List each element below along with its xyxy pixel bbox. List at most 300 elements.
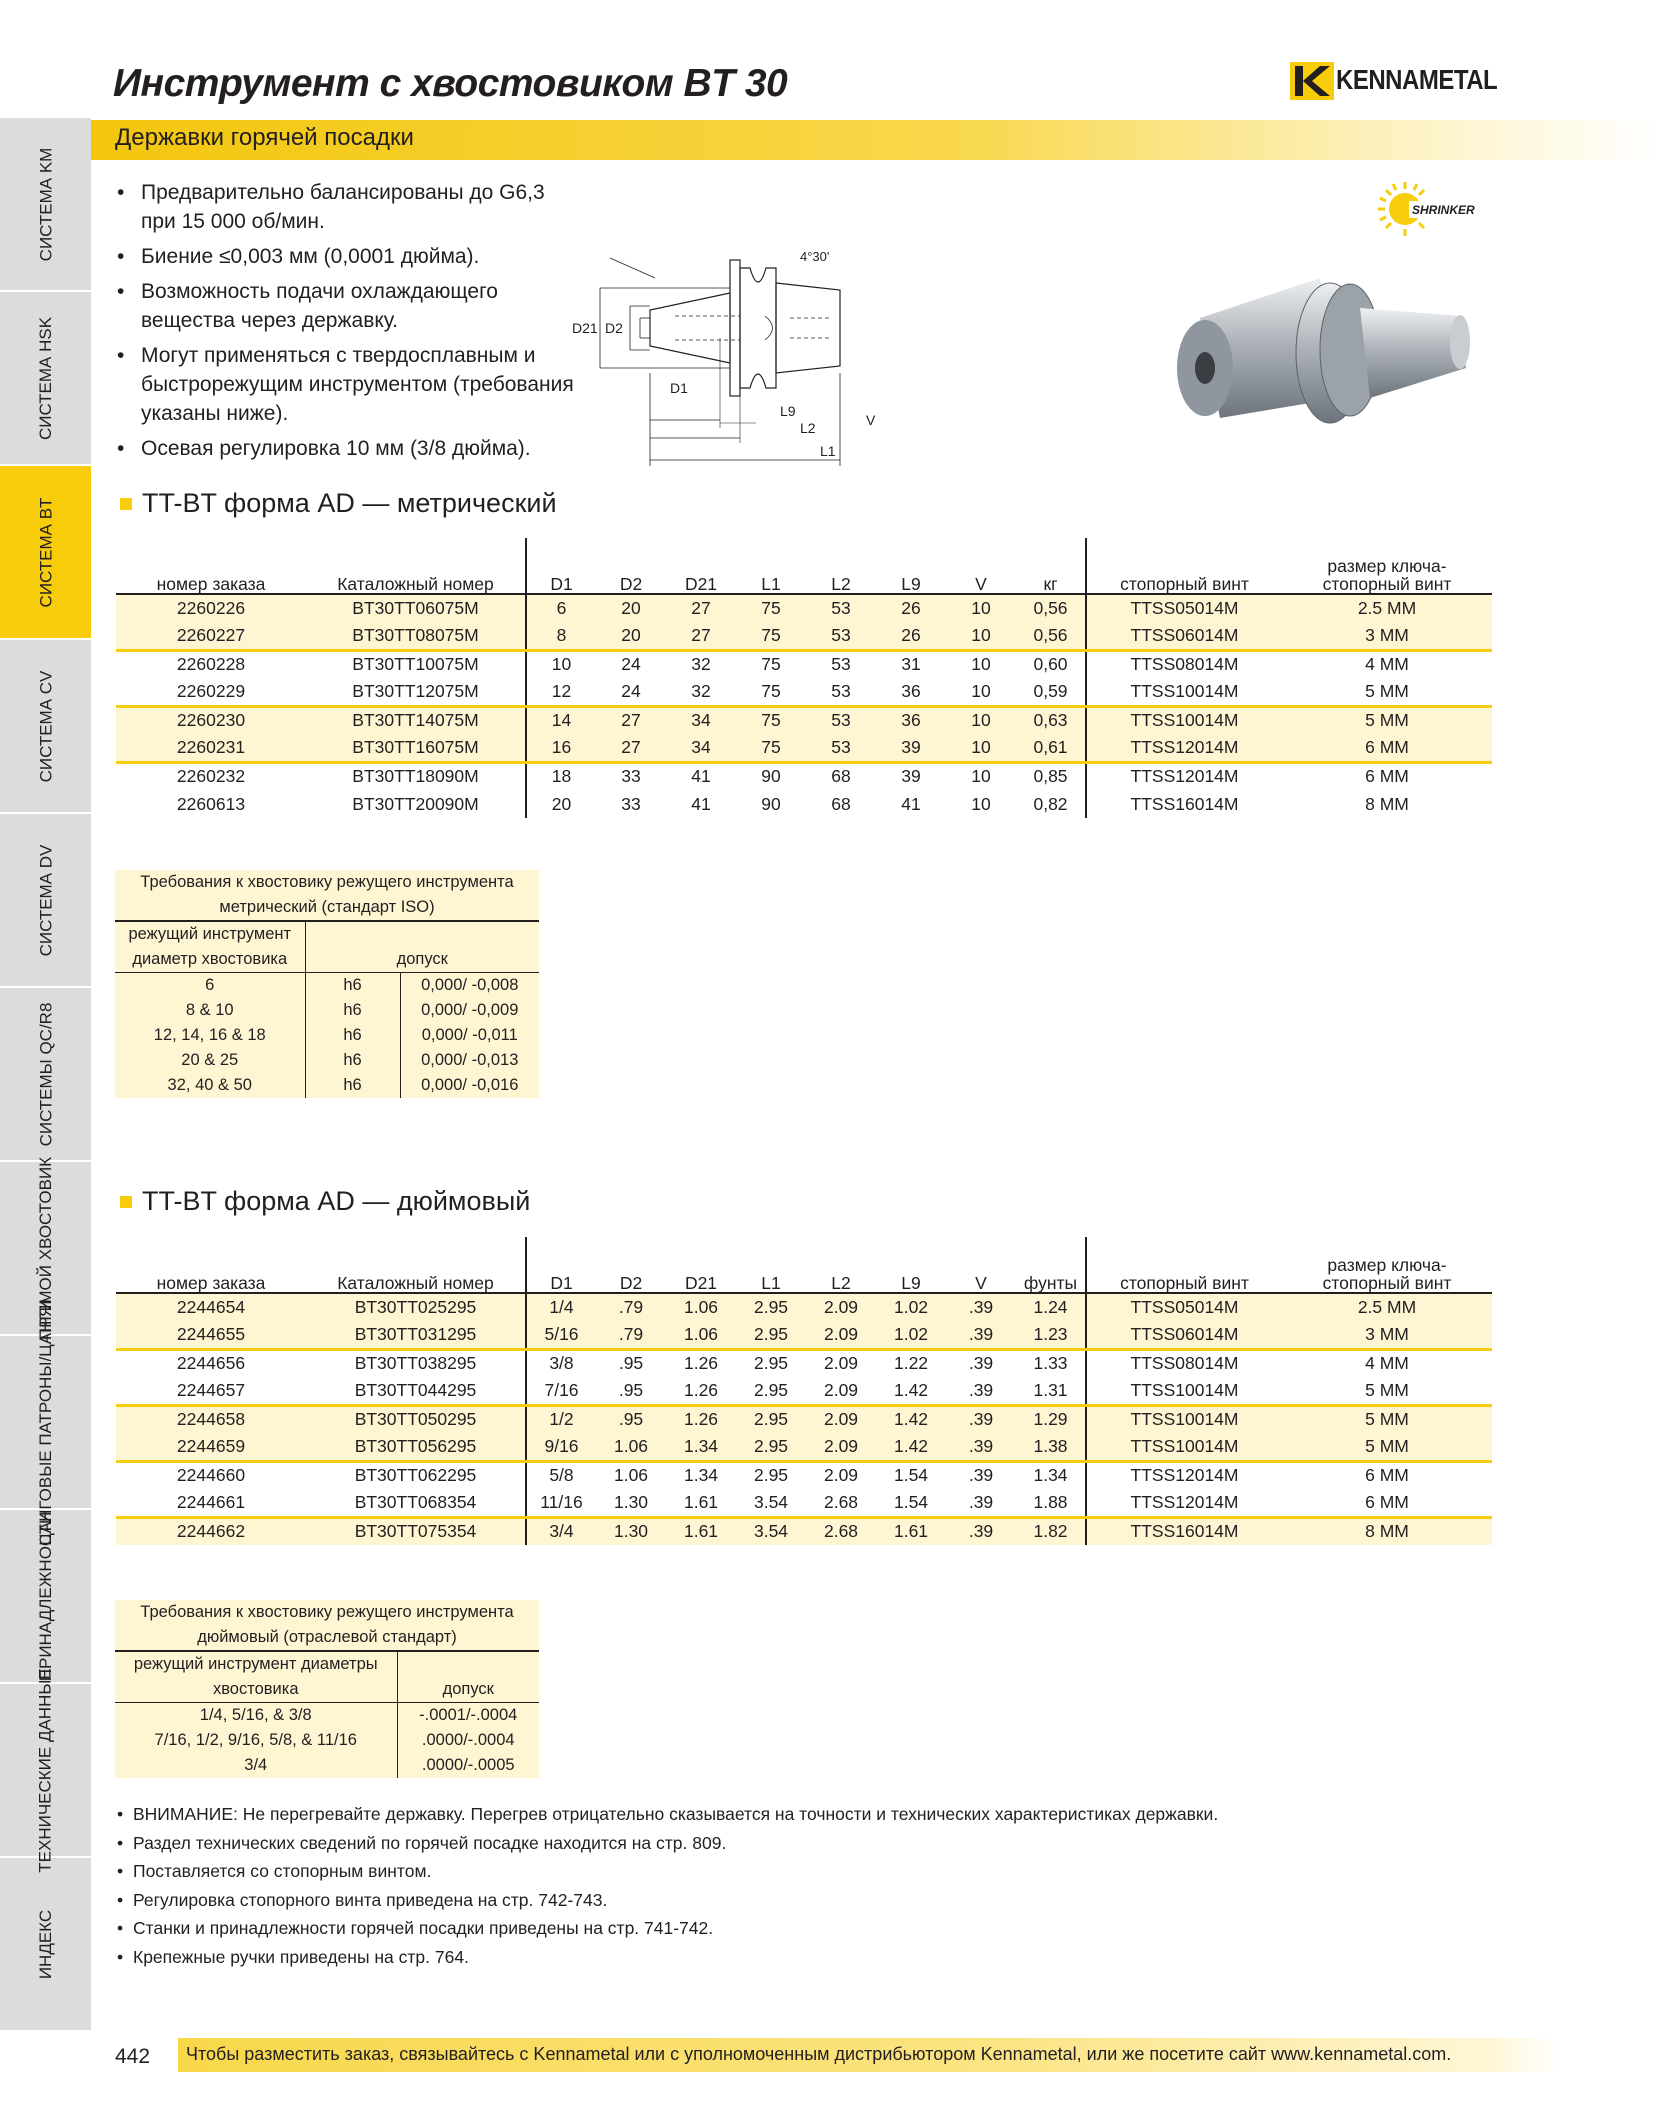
feature-item: • Предварительно балансированы до G6,3 при 15 000 об/мин. — [115, 178, 585, 236]
table-cell: 14 — [526, 706, 596, 734]
table-cell: 18 — [526, 762, 596, 790]
table-cell: 75 — [736, 594, 806, 622]
note-item: • Поставляется со стопорным винтом. — [115, 1857, 1515, 1886]
note-item: • Крепежные ручки приведены на стр. 764. — [115, 1943, 1515, 1972]
table-cell: TTSS10014M — [1086, 706, 1282, 734]
table-cell: 5/16 — [526, 1321, 596, 1349]
table-cell: 1.24 — [1016, 1293, 1086, 1321]
table-cell: 39 — [876, 734, 946, 762]
table-cell: 2244661 — [176, 1491, 246, 1512]
table-cell: TTSS16014M — [1086, 1517, 1282, 1545]
table-cell: 75 — [736, 706, 806, 734]
table-row — [116, 734, 1492, 762]
table-cell: 26 — [876, 594, 946, 622]
sidebar-tab-9[interactable] — [0, 1510, 91, 1684]
table-cell: 1.42 — [893, 1379, 929, 1400]
table-cell: 10 — [971, 680, 991, 701]
table-cell: 24 — [596, 650, 666, 678]
l2-label: L2 — [800, 420, 816, 436]
table-cell: .39 — [946, 1349, 1016, 1377]
table-cell: 2.09 — [806, 1349, 876, 1377]
table-cell: 2.09 — [823, 1379, 859, 1400]
table-cell: 5 MM — [1365, 1379, 1409, 1400]
table-cell: 20 — [596, 594, 666, 622]
column-header: номер заказа — [116, 1237, 306, 1293]
table-cell: 2244656 — [116, 1349, 306, 1377]
table-cell: 1.38 — [1016, 1433, 1086, 1461]
table-cell: 1.54 — [893, 1491, 929, 1512]
column-header: L2 — [806, 1237, 876, 1293]
table-cell: 3/4 — [526, 1517, 596, 1545]
table-cell: 1.88 — [1033, 1491, 1068, 1512]
l9-label: L9 — [780, 403, 796, 419]
table-cell: 1.54 — [876, 1461, 946, 1489]
column-header: L2 — [806, 538, 876, 594]
sidebar-tab-1[interactable] — [0, 118, 91, 292]
table-cell: TTSS08014M — [1086, 650, 1282, 678]
table-cell: 12, 14, 16 & 18 — [153, 1026, 266, 1044]
table-row — [116, 594, 1492, 622]
table-cell: 2260230 — [116, 706, 306, 734]
sidebar-tab-2[interactable] — [0, 292, 91, 466]
table-row — [116, 1517, 1492, 1545]
feature-item: • Осевая регулировка 10 мм (3/8 дюйма). — [115, 434, 585, 463]
table-cell: .39 — [946, 1405, 1016, 1433]
metric-req-caption: Требования к хвостовику режущего инструмента метрический (стандарт ISO) — [115, 870, 539, 921]
sidebar-tab-label: ПРЯМОЙ ХВОСТОВИК — [36, 1156, 56, 1340]
table-cell: 10 — [946, 706, 1016, 734]
sidebar-tab-10[interactable] — [0, 1667, 91, 1873]
table-cell: 68 — [831, 793, 851, 814]
table-cell: 4 MM — [1282, 1349, 1492, 1377]
column-header: V — [946, 538, 1016, 594]
table-cell: BT30TT075354 — [306, 1517, 526, 1545]
inch-table — [116, 1237, 1492, 1545]
table-cell: BT30TT16075M — [306, 734, 526, 762]
table-row — [116, 1461, 1492, 1489]
note-item: • Раздел технических сведений по горячей посадке находится на стр. 809. — [115, 1829, 1515, 1858]
table-cell: 27 — [666, 594, 736, 622]
table-cell: .39 — [968, 1491, 994, 1512]
table-cell: 1/4 — [526, 1293, 596, 1321]
table-cell: 53 — [806, 594, 876, 622]
table-cell: 33 — [621, 793, 641, 814]
table-cell: 53 — [806, 734, 876, 762]
table-cell: TTSS10014M — [1086, 1405, 1282, 1433]
table-cell: 0,60 — [1016, 650, 1086, 678]
table-cell: 1.34 — [666, 1433, 736, 1461]
table-cell: 0,000/ -0,009 — [400, 998, 539, 1023]
column-header: D1 — [526, 538, 596, 594]
table-cell: 16 — [526, 734, 596, 762]
table-cell: TTSS12014M — [1086, 1489, 1282, 1517]
inch-req-col-tool: режущий инструмент диаметры хвостовика — [115, 1651, 397, 1703]
table-cell: 2.68 — [823, 1491, 859, 1512]
page-number: 442 — [115, 2045, 151, 2068]
table-cell: BT30TT12075M — [352, 680, 479, 701]
table-cell: TTSS08014M — [1086, 1349, 1282, 1377]
table-cell: 1/2 — [526, 1405, 596, 1433]
table-cell: TTSS12014M — [1086, 762, 1282, 790]
table-cell: 2.95 — [736, 1433, 806, 1461]
table-cell: 10 — [946, 734, 1016, 762]
footer-bar — [178, 2038, 1558, 2072]
table-row — [115, 1048, 539, 1073]
logo-wordmark: KENNAMETAL — [1336, 64, 1498, 96]
sidebar-tab-label: ЦАНГОВЫЕ ПАТРОНЫ/ЦАНГИ — [36, 1298, 55, 1546]
table-row — [116, 1405, 1492, 1433]
table-cell: .39 — [946, 1461, 1016, 1489]
column-header: размер ключа-стопорный винт — [1282, 538, 1492, 594]
table-cell: 32, 40 & 50 — [167, 1076, 252, 1094]
table-cell: 39 — [876, 762, 946, 790]
table-cell: 2.95 — [753, 1379, 789, 1400]
table-cell: 2.68 — [806, 1517, 876, 1545]
table-cell: .79 — [596, 1293, 666, 1321]
table-cell: 0,61 — [1016, 734, 1086, 762]
table-cell: 1.33 — [1016, 1349, 1086, 1377]
table-cell: 75 — [736, 734, 806, 762]
table-cell: 1.06 — [596, 1461, 666, 1489]
table-cell: 10 — [946, 650, 1016, 678]
table-cell: 9/16 — [526, 1433, 596, 1461]
column-header: L1 — [736, 538, 806, 594]
table-cell: 1.30 — [613, 1491, 649, 1512]
column-header: D1 — [526, 1237, 596, 1293]
table-row — [116, 1293, 1492, 1321]
table-cell: 3.54 — [753, 1491, 789, 1512]
table-cell: h6 — [305, 973, 400, 999]
v-label: V — [866, 412, 876, 428]
table-cell: 8 & 10 — [185, 1001, 234, 1019]
kennametal-logo — [1290, 62, 1497, 100]
table-cell: 1.29 — [1016, 1405, 1086, 1433]
table-cell: 3 MM — [1282, 622, 1492, 650]
table-cell: BT30TT06075M — [306, 594, 526, 622]
table-cell: 2.95 — [736, 1461, 806, 1489]
sidebar-tab-label: СИСТЕМА BT — [36, 497, 56, 607]
sidebar-tab-label: СИСТЕМА KM — [36, 147, 55, 261]
table-cell: 0,59 — [1033, 680, 1068, 701]
table-cell: 24 — [621, 680, 641, 701]
inch-header-row — [116, 1237, 1492, 1293]
table-row — [116, 1377, 1492, 1405]
angle-label: 4°30' — [800, 249, 830, 264]
note-item: • ВНИМАНИЕ: Не перегревайте державку. Перегрев отрицательно сказывается на точности и технических характеристиках державки. — [115, 1800, 1515, 1829]
column-header: L9 — [876, 1237, 946, 1293]
table-cell: BT30TT031295 — [306, 1321, 526, 1349]
note-item: • Станки и принадлежности горячей посадки приведены на стр. 741-742. — [115, 1914, 1515, 1943]
table-cell: 53 — [806, 622, 876, 650]
sidebar-tab-label: ПРИНАДЛЕЖНОСТИ — [36, 1511, 56, 1681]
table-row — [115, 1073, 539, 1098]
table-cell: 6 MM — [1282, 762, 1492, 790]
feature-item: • Биение ≤0,003 мм (0,0001 дюйма). — [115, 242, 585, 271]
table-cell: BT30TT068354 — [354, 1491, 477, 1512]
table-cell: .95 — [596, 1405, 666, 1433]
metric-requirements-table — [115, 870, 539, 1098]
column-header: номер заказа — [116, 538, 306, 594]
table-cell: 41 — [691, 793, 711, 814]
table-cell: .39 — [946, 1433, 1016, 1461]
table-cell: 1.61 — [683, 1491, 719, 1512]
table-cell: 2.5 MM — [1282, 1293, 1492, 1321]
holder-photo — [1160, 278, 1480, 448]
table-cell: 1.82 — [1016, 1517, 1086, 1545]
table-cell: 2244660 — [116, 1461, 306, 1489]
table-cell: 8 MM — [1282, 1517, 1492, 1545]
table-row — [115, 1703, 539, 1729]
table-cell: 3/4 — [244, 1756, 268, 1774]
table-cell: 0,000/ -0,016 — [400, 1073, 539, 1098]
table-cell: 0,000/ -0,011 — [400, 1023, 539, 1048]
table-cell: TTSS05014M — [1086, 594, 1282, 622]
column-header: L1 — [736, 1237, 806, 1293]
table-cell: 1.61 — [876, 1517, 946, 1545]
table-cell: 34 — [666, 706, 736, 734]
table-cell: 1.06 — [666, 1293, 736, 1321]
table-cell: 2260226 — [116, 594, 306, 622]
table-cell: 2.5 MM — [1282, 594, 1492, 622]
table-cell: 1.42 — [876, 1405, 946, 1433]
square-bullet-icon — [120, 498, 132, 510]
table-cell: 1.02 — [876, 1293, 946, 1321]
sidebar-tab-label: СИСТЕМА DV — [36, 844, 55, 956]
table-cell: 1.26 — [666, 1405, 736, 1433]
table-cell: h6 — [305, 1073, 400, 1098]
kennametal-k-icon — [1290, 62, 1334, 100]
table-cell: 53 — [831, 680, 851, 701]
table-cell: 11/16 — [526, 1489, 596, 1517]
table-cell: 2260613 — [176, 793, 246, 814]
table-cell: 0,000/ -0,013 — [400, 1048, 539, 1073]
column-header: L9 — [876, 538, 946, 594]
table-row — [115, 1728, 539, 1753]
column-header: V — [946, 1237, 1016, 1293]
table-cell: 1.26 — [683, 1379, 719, 1400]
table-cell: 5 MM — [1282, 1405, 1492, 1433]
table-cell: .39 — [968, 1379, 994, 1400]
section-title: Державки горячей посадки — [115, 124, 414, 151]
table-cell: h6 — [305, 1048, 400, 1073]
table-cell: 6 MM — [1282, 1461, 1492, 1489]
table-cell: 6 — [526, 594, 596, 622]
notes-list — [115, 1800, 1515, 1971]
table-cell: TTSS12014M — [1086, 734, 1282, 762]
table-cell: 27 — [596, 706, 666, 734]
table-cell: 2260227 — [116, 622, 306, 650]
table-cell: 2260232 — [116, 762, 306, 790]
table-cell: 1.30 — [596, 1517, 666, 1545]
table-cell: TTSS06014M — [1086, 622, 1282, 650]
table-cell: 26 — [876, 622, 946, 650]
table-cell: 41 — [666, 762, 736, 790]
table-cell: 6 — [205, 976, 215, 994]
table-cell: 32 — [691, 680, 711, 701]
d2-label: D2 — [605, 320, 623, 336]
table-row — [115, 998, 539, 1023]
table-cell: TTSS05014M — [1086, 1293, 1282, 1321]
table-cell: BT30TT044295 — [354, 1379, 477, 1400]
table-cell: BT30TT10075M — [306, 650, 526, 678]
inch-section-heading — [120, 1186, 530, 1217]
inch-req-col-tolerance: допуск — [397, 1651, 539, 1703]
sidebar-tab-4[interactable] — [0, 640, 91, 814]
table-cell: 1.34 — [1016, 1461, 1086, 1489]
table-cell: BT30TT20090M — [352, 793, 479, 814]
table-cell: 34 — [666, 734, 736, 762]
table-cell: 7/16 — [526, 1377, 596, 1405]
sidebar-tab-5[interactable] — [0, 814, 91, 988]
table-cell: 90 — [761, 793, 781, 814]
table-cell: 10 — [946, 594, 1016, 622]
table-cell: 5 MM — [1282, 1433, 1492, 1461]
column-header: стопорный винт — [1086, 1237, 1282, 1293]
table-cell: .79 — [596, 1321, 666, 1349]
feature-item: • Возможность подачи охлаждающего вещества через державку. — [115, 277, 585, 335]
sidebar-tab-11[interactable] — [0, 1858, 91, 2032]
table-cell: 2.09 — [806, 1461, 876, 1489]
column-header: размер ключа-стопорный винт — [1282, 1237, 1492, 1293]
table-cell: 2260228 — [116, 650, 306, 678]
section-band — [91, 120, 1658, 160]
sidebar — [0, 118, 91, 2032]
table-row — [115, 1753, 539, 1778]
table-cell: 10 — [971, 793, 991, 814]
table-cell: 68 — [806, 762, 876, 790]
table-cell: BT30TT14075M — [306, 706, 526, 734]
table-cell: 2244655 — [116, 1321, 306, 1349]
table-cell: TTSS10014M — [1086, 678, 1282, 706]
table-cell: 20 & 25 — [181, 1051, 239, 1069]
table-row — [115, 1023, 539, 1048]
table-cell: BT30TT056295 — [306, 1433, 526, 1461]
table-cell: 1.23 — [1016, 1321, 1086, 1349]
sidebar-tab-label: СИСТЕМЫ QC/R8 — [36, 1002, 56, 1146]
table-row — [116, 762, 1492, 790]
sidebar-tab-label: СИСТЕМА CV — [36, 670, 55, 782]
holder-drawing — [572, 238, 960, 468]
column-header: стопорный винт — [1086, 538, 1282, 594]
table-cell: BT30TT062295 — [306, 1461, 526, 1489]
table-cell: 2.09 — [806, 1433, 876, 1461]
sidebar-tab-3[interactable] — [0, 466, 91, 640]
table-cell: 2.95 — [736, 1321, 806, 1349]
table-cell: 2244659 — [116, 1433, 306, 1461]
shrinker-text: SHRINKER — [1412, 203, 1475, 217]
table-cell: BT30TT18090M — [306, 762, 526, 790]
table-cell: 1.61 — [666, 1517, 736, 1545]
table-cell: 6 MM — [1365, 1491, 1409, 1512]
sidebar-tab-label: ИНДЕКС — [36, 1909, 55, 1979]
metric-section-title: TT-BT форма AD — метрический — [142, 488, 557, 518]
table-cell: 2244654 — [116, 1293, 306, 1321]
table-cell: 1.42 — [876, 1433, 946, 1461]
note-item: • Регулировка стопорного винта приведена на стр. 742-743. — [115, 1886, 1515, 1915]
table-cell: 2244662 — [116, 1517, 306, 1545]
table-cell: 5 MM — [1365, 680, 1409, 701]
table-cell: 1.34 — [666, 1461, 736, 1489]
table-cell: 1.06 — [666, 1321, 736, 1349]
table-cell: 2.09 — [806, 1405, 876, 1433]
table-cell: 2260231 — [116, 734, 306, 762]
table-cell: 1.31 — [1033, 1379, 1068, 1400]
table-cell: BT30TT050295 — [306, 1405, 526, 1433]
d1-label: D1 — [670, 380, 688, 396]
table-cell: 2.95 — [736, 1349, 806, 1377]
table-row — [116, 1349, 1492, 1377]
table-cell: BT30TT025295 — [306, 1293, 526, 1321]
table-cell: TTSS10014M — [1086, 1433, 1282, 1461]
table-cell: 10 — [946, 762, 1016, 790]
metric-table — [116, 538, 1492, 818]
table-row — [116, 706, 1492, 734]
table-row — [116, 1321, 1492, 1349]
table-cell: 53 — [806, 706, 876, 734]
table-cell: 3 MM — [1282, 1321, 1492, 1349]
column-header: D2 — [596, 538, 666, 594]
table-cell: 6 MM — [1282, 734, 1492, 762]
table-cell: 2.09 — [806, 1293, 876, 1321]
table-cell: 2244658 — [116, 1405, 306, 1433]
table-cell: TTSS16014M — [1086, 790, 1282, 818]
table-cell: 7/16, 1/2, 9/16, 5/8, & 11/16 — [154, 1731, 357, 1749]
sidebar-tab-6[interactable] — [0, 988, 91, 1162]
table-cell: .0000/-.0004 — [397, 1728, 539, 1753]
table-cell: 0,000/ -0,008 — [400, 973, 539, 999]
table-cell: h6 — [305, 998, 400, 1023]
table-cell: 0,56 — [1016, 594, 1086, 622]
metric-header-row — [116, 538, 1492, 594]
table-cell: 12 — [526, 678, 596, 706]
table-row — [116, 1433, 1492, 1461]
metric-req-col-tolerance: допуск — [305, 921, 539, 973]
column-header: D2 — [596, 1237, 666, 1293]
column-header: D21 — [666, 1237, 736, 1293]
table-cell: .95 — [596, 1349, 666, 1377]
table-cell: 0,85 — [1016, 762, 1086, 790]
column-header: фунты — [1016, 1237, 1086, 1293]
metric-section-heading — [120, 488, 557, 519]
feature-list — [115, 178, 585, 469]
table-cell: 1/4, 5/16, & 3/8 — [199, 1706, 312, 1724]
table-cell: 10 — [526, 650, 596, 678]
table-cell: 20 — [526, 790, 596, 818]
table-row — [116, 678, 1492, 706]
inch-section-title: TT-BT форма AD — дюймовый — [142, 1186, 531, 1216]
table-cell: 36 — [876, 706, 946, 734]
table-cell: TTSS12014M — [1086, 1461, 1282, 1489]
table-cell: 8 MM — [1365, 793, 1409, 814]
square-bullet-icon — [120, 1196, 132, 1208]
table-cell: 0,82 — [1033, 793, 1068, 814]
column-header: D21 — [666, 538, 736, 594]
table-cell: h6 — [305, 1023, 400, 1048]
table-cell: 3/8 — [526, 1349, 596, 1377]
table-cell: 20 — [596, 622, 666, 650]
table-cell: 75 — [761, 680, 781, 701]
table-cell: 8 — [526, 622, 596, 650]
table-cell: 36 — [901, 680, 921, 701]
table-cell: .39 — [946, 1293, 1016, 1321]
page-title: Инструмент с хвостовиком BT 30 — [113, 62, 788, 105]
sidebar-tab-8[interactable] — [0, 1298, 91, 1546]
table-cell: 75 — [736, 622, 806, 650]
inch-req-caption: Требования к хвостовику режущего инструмента дюймовый (отраслевой стандарт) — [115, 1600, 539, 1651]
table-row — [116, 622, 1492, 650]
table-cell: TTSS06014M — [1086, 1321, 1282, 1349]
table-cell: BT30TT038295 — [306, 1349, 526, 1377]
